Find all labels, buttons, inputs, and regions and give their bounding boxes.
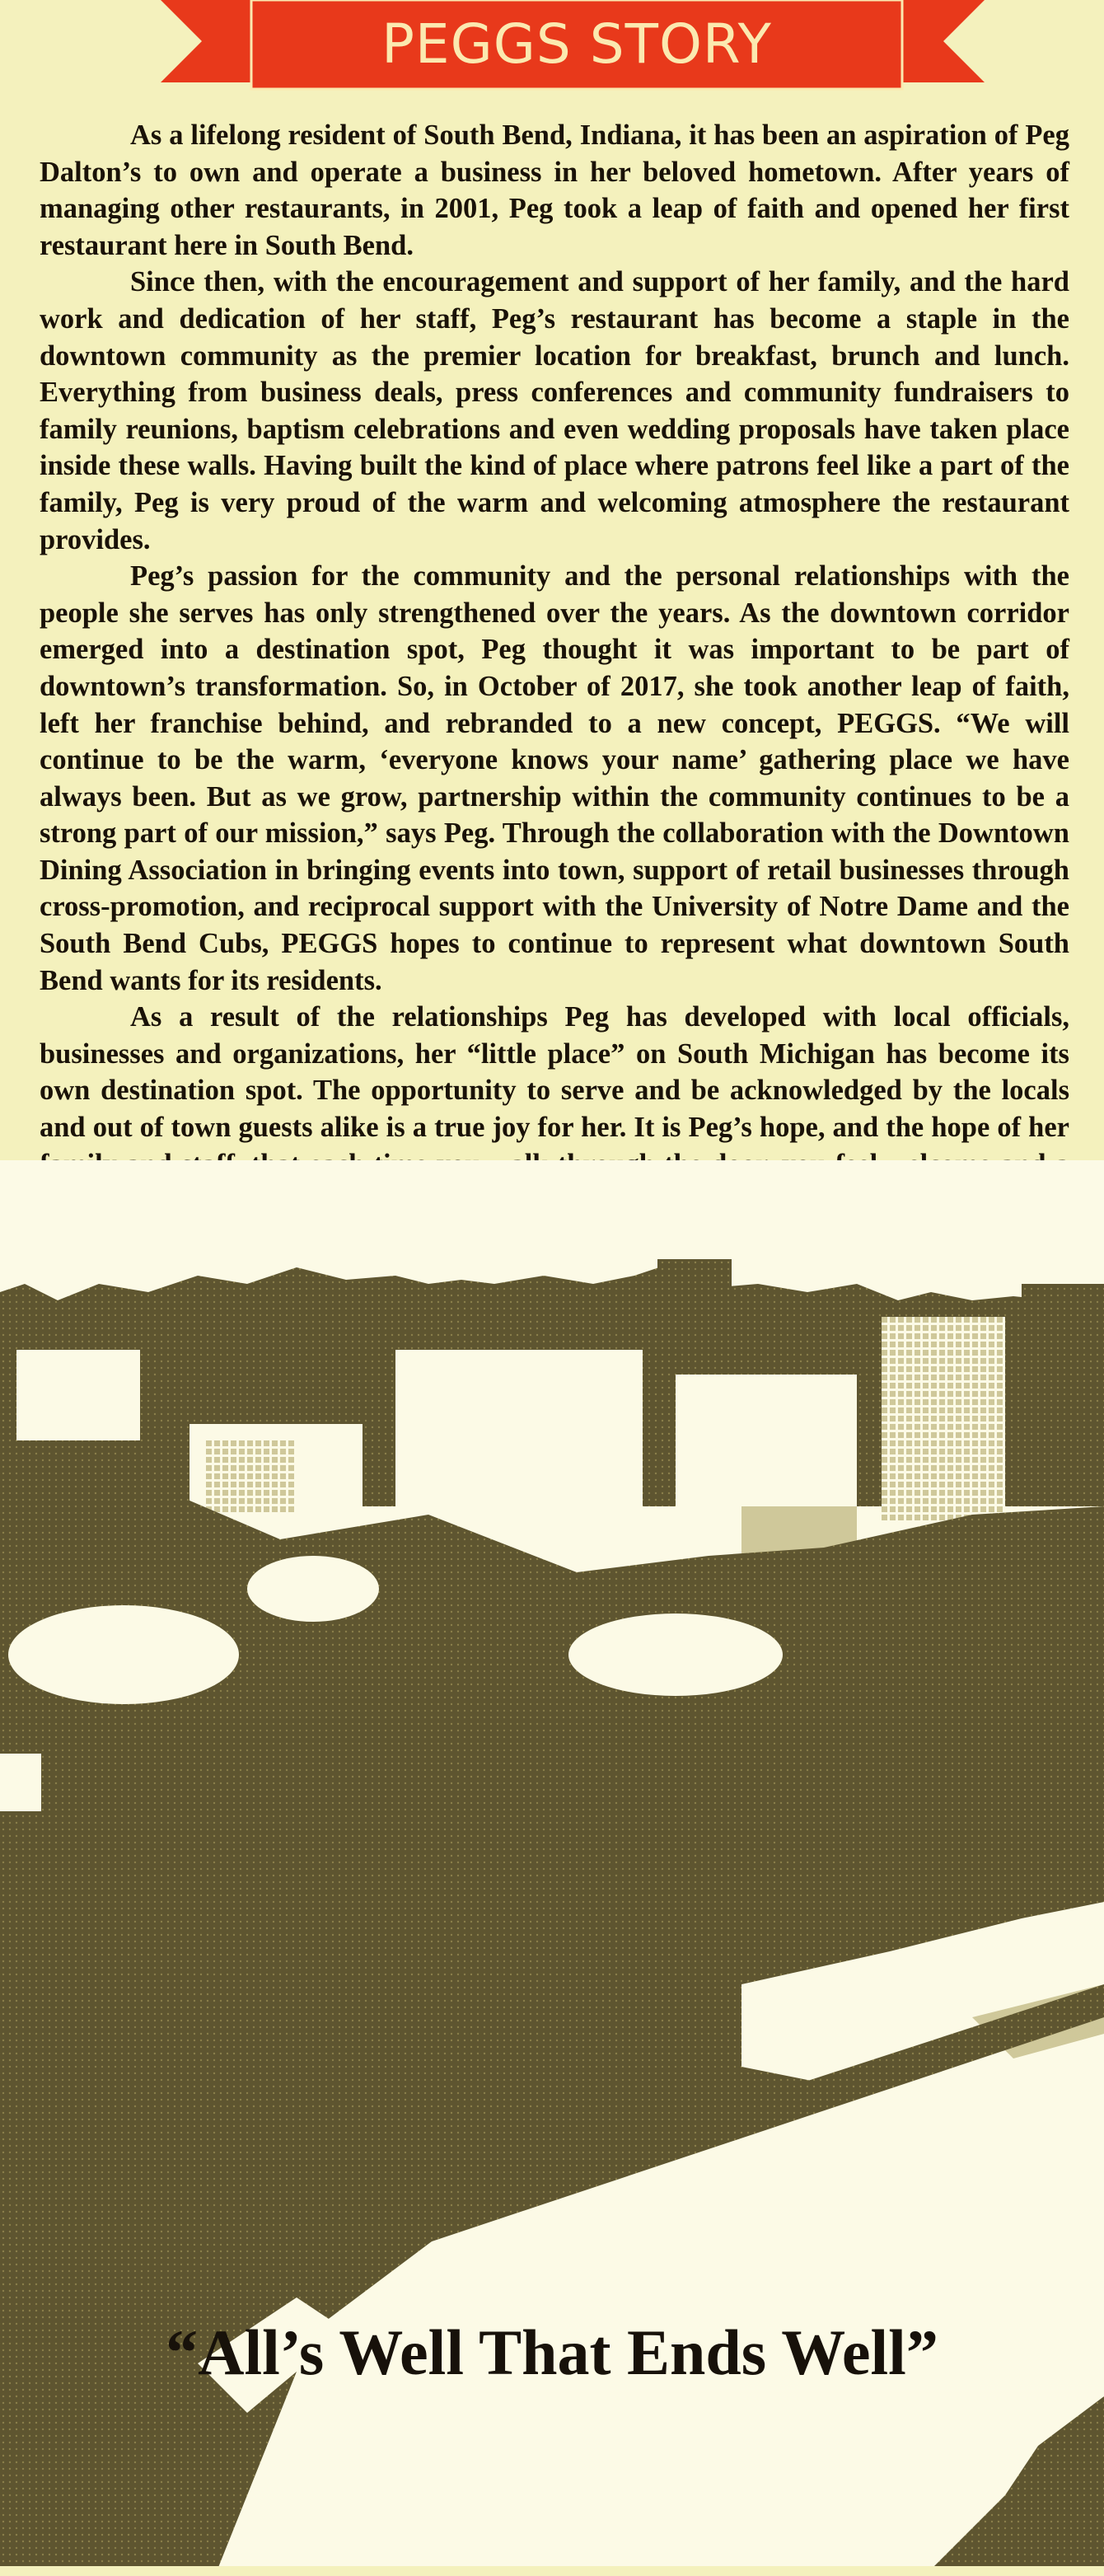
light-patch [247, 1556, 379, 1622]
story-paragraph: As a result of the relationships Peg has developed with local officials, businesses and organizations, her “little place” on South Michigan has become its own destination spot. The opportunity to serve and be acknowledged by the locals and out of town guests alike is a true joy for her. It is Peg’s hope, and the hope of her [40, 1001, 1069, 1144]
page-title: PEGGS STORY [381, 12, 772, 76]
light-patch [568, 1614, 783, 1696]
light-patch [8, 1605, 239, 1704]
building-light [16, 1350, 140, 1440]
story-paragraph: Since then, with the encouragement and support of her family, and the hard work and dedication of her staff, Peg’s restaurant has become a staple in the downtown community as the premier location for breakfast, brunch and lunch. Everything from business deals, press conferences and community fundraisers to family reunions, baptism celebrations and even wedding proposals have taken place inside these walls. Having built the kind of place where patrons feel like a part of the family, Peg is very proud of the warm and welcoming atmosphere the restaurant provides. [40, 266, 1069, 555]
title-banner [0, 0, 1104, 92]
building-windows [898, 1342, 989, 1506]
bottom-border [0, 2566, 1104, 2576]
story-body [40, 117, 1069, 1220]
story-paragraph: Peg’s passion for the community and the personal relationships with the people she serves has only strengthened over the years. As the downtown corridor emerged into a destination spot, Peg thought it was important to be part of downtown’s transformation. So, in October of 2017, she took another leap of faith, left her franchise behind, and rebranded to a new concept, PEGGS. “We will continue to be the warm, ‘everyone knows your name’ gathering place we have always been. But as we grow, partnership within the community continues to be a strong part of our mission,” says Peg. Through the collaboration with the Downtown Dining Association in bringing events into town, support of retail businesses through cross-promotion, and reciprocal support with the University of Notre Dame and the South Bend Cubs, PEGGS hopes to continue to represent what downtown South Bend wants for its residents. [40, 560, 1069, 996]
closing-quote: “All’s Well That Ends Well” [166, 2316, 938, 2388]
street-shadow [0, 1490, 1104, 1984]
building-windows [206, 1440, 297, 1515]
story-paragraph: As a lifelong resident of South Bend, Indiana, it has been an aspiration of Peg Dalton’s to own and operate a business in her beloved hometown. After years of managing other restaurants, in 2001, Peg took a leap of faith and opened her first restaurant here in South Bend. [40, 119, 1069, 261]
building-light [395, 1350, 643, 1515]
building-light [676, 1375, 857, 1506]
halftone-photo [0, 1160, 1104, 2576]
building [1022, 1284, 1104, 1457]
light-patch [0, 1754, 41, 1811]
